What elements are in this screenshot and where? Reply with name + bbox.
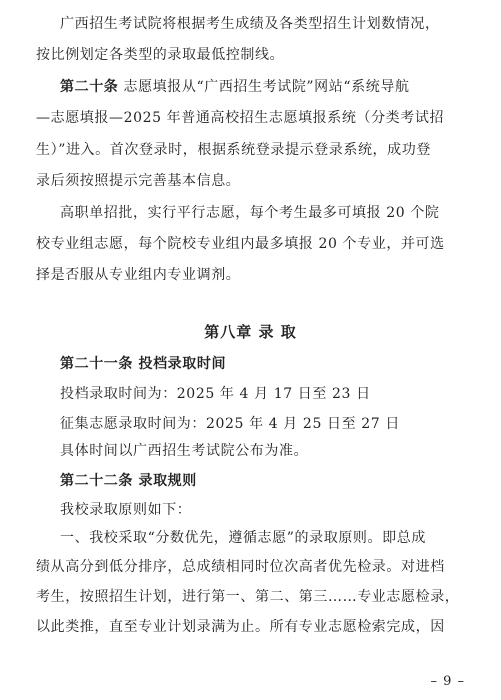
paragraph-line: 录后须按照提示完善基本信息。 — [36, 173, 241, 189]
paragraph-line: 校专业组志愿，每个院校专业组内最多填报 20 个专业，并可选 — [36, 236, 445, 252]
paragraph-line: —志愿填报—2025 年普通高校招生志愿填报系统（分类考试招 — [36, 110, 445, 126]
paragraph-line: 以此类推，直至专业计划录满为止。所有专业志愿检索完成，因 — [36, 619, 445, 635]
article-text: 志愿填报从“广西招生考试院”网站“系统导航 — [123, 79, 410, 95]
paragraph-line: 择是否服从专业组内专业调剂。 — [36, 267, 241, 283]
article-number: 第二十条 — [60, 79, 119, 95]
paragraph-line: 按比例划定各类型的录取最低控制线。 — [36, 47, 285, 63]
paragraph-line: 高职单招批，实行平行志愿，每个考生最多可填报 20 个院 — [60, 205, 440, 221]
article-heading: 第二十二条 录取规则 — [60, 473, 197, 489]
paragraph-line: 征集志愿录取时间为：2025 年 4 月 25 日至 27 日 — [60, 416, 400, 432]
paragraph-line: 一、我校采取“分数优先，遵循志愿”的录取原则。即总成 — [60, 530, 426, 546]
paragraph-line: 广西招生考试院将根据考生成绩及各类型招生计划数情况， — [60, 16, 440, 32]
article-line — [60, 77, 410, 97]
article-heading: 第二十一条 投档录取时间 — [60, 356, 227, 372]
paragraph-line: 具体时间以广西招生考试院公布为准。 — [60, 443, 309, 459]
chapter-heading: 第八章 录 取 — [204, 323, 297, 341]
page-number: – 9 – — [430, 674, 465, 689]
paragraph-line: 我校录取原则如下： — [60, 502, 192, 518]
paragraph-line: 生）”进入。首次登录时，根据系统登录提示登录系统，成功登 — [36, 142, 431, 158]
paragraph-line: 考生，按照招生计划，进行第一、第二、第三……专业志愿检录， — [36, 589, 460, 605]
paragraph-line: 绩从高分到低分排序，总成绩相同时位次高者优先检录。对进档 — [36, 559, 445, 575]
paragraph-line: 投档录取时间为：2025 年 4 月 17 日至 23 日 — [60, 386, 371, 402]
